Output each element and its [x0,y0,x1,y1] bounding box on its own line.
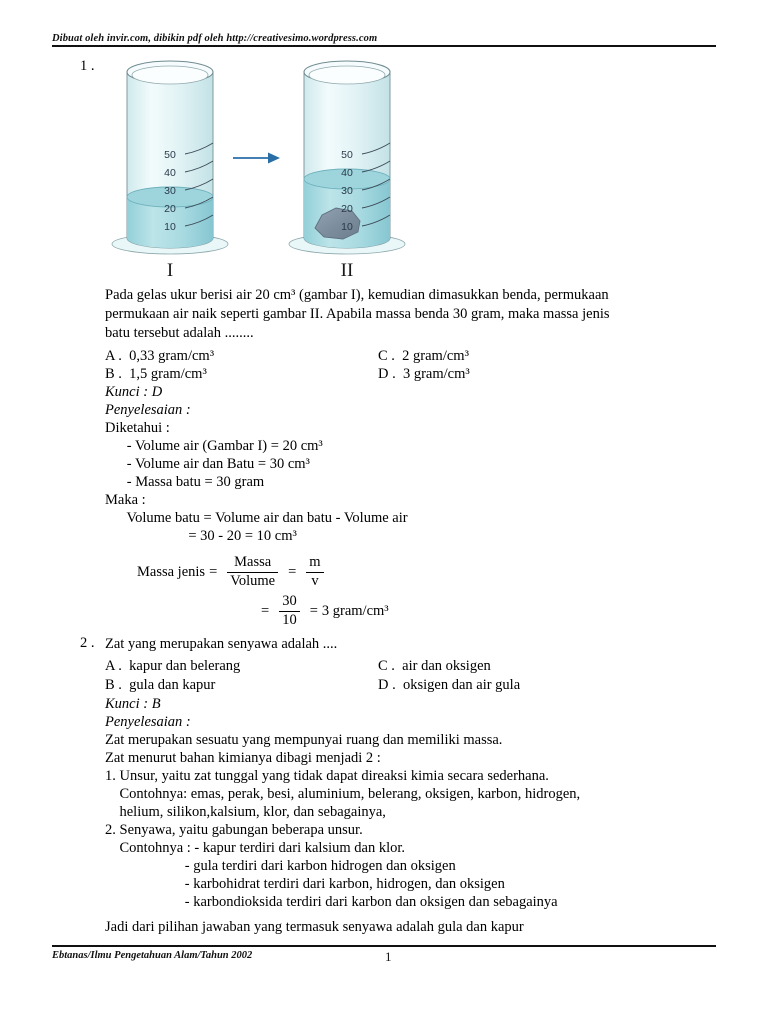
q2-solution-line-3: 1. Unsur, yaitu zat tunggal yang tidak dapat direaksi kimia secara sederhana. [105,768,549,784]
scale-label-50: 50 [164,149,176,161]
scale-label-10: 10 [164,221,176,233]
fraction-30-10 [279,594,300,627]
transition-arrow [233,153,280,164]
q2-solution-line-1: Zat merupakan sesuatu yang mempunyai ruang dan memiliki massa. [105,732,503,748]
q1-solution-line-1: Diketahui : [105,420,170,436]
fraction-numerator-30: 30 [282,593,297,610]
cylinders-svg [100,55,420,290]
q1-stem-line-1: Pada gelas ukur berisi air 20 cm³ (gambar I), kemudian dimasukkan benda, permukaan [105,287,609,303]
q1-solution-line-7: = 30 - 20 = 10 cm³ [105,528,297,544]
q2-solution-line-5: helium, silikon,kalsium, klor, dan sebagainya, [105,804,386,820]
q2-option-d[interactable]: D . oksigen dan air gula [378,677,521,693]
q1-option-b[interactable]: B . 1,5 gram/cm³ [105,366,207,382]
q2-solution-line-10: - karbondioksida terdiri dari karbon dan oksigen dan sebagainya [105,894,558,910]
page-footer [52,945,716,968]
q1-stem-line-3: batu tersebut adalah ........ [105,325,254,341]
header-divider [52,45,716,47]
formula-result: 3 gram/cm³ [321,602,389,619]
cylinder-two-rim-inner [309,66,385,84]
q2-solution-line-8: - gula terdiri dari karbon hidrogen dan oksigen [105,858,456,874]
q1-solution-heading: Penyelesaian : [105,402,191,418]
formula-row-1 [137,552,389,592]
figure-caption-one: I [166,260,174,281]
question-2-number: 2 . [80,635,95,651]
q2-solution-line-6: 2. Senyawa, yaitu gabungan beberapa unsur. [105,822,363,838]
fraction-denominator-v: v [311,572,319,589]
q1-solution-line-2: - Volume air (Gambar I) = 20 cm³ [105,438,323,454]
q2-solution-line-2: Zat menurut bahan kimianya dibagi menjadi 2 : [105,750,381,766]
formula-equals-4: = [309,602,318,619]
cylinder-one-rim-inner [132,66,208,84]
scale-label-10: 10 [341,221,353,233]
formula-row-2 [257,592,389,630]
header-credit-text: Dibuat oleh invir.com, dibikin pdf oleh http://creativesimo.wordpress.com [52,33,378,44]
scale-label-40: 40 [341,167,353,179]
footer-divider [52,945,716,947]
formula-equals-1: = [209,563,218,580]
q2-stem: Zat yang merupakan senyawa adalah .... [105,636,338,652]
q2-solution-line-9: - karbohidrat terdiri dari karbon, hidrogen, dan oksigen [105,876,505,892]
scale-label-50: 50 [341,149,353,161]
q2-option-b[interactable]: B . gula dan kapur [105,677,216,693]
figure-caption-two: II [340,260,354,281]
q2-solution-heading: Penyelesaian : [105,714,191,730]
q2-option-a[interactable]: A . kapur dan belerang [105,658,241,674]
fraction-denominator-10: 10 [282,611,297,628]
fraction-numerator-massa: Massa [234,554,272,571]
scale-label-20: 20 [341,203,353,215]
q1-solution-line-6: Volume batu = Volume air dan batu - Volume air [105,510,408,526]
q1-option-d[interactable]: D . 3 gram/cm³ [378,366,470,382]
fraction-m-v [306,555,323,588]
scale-label-30: 30 [341,185,353,197]
scale-label-20: 20 [164,203,176,215]
page-header [52,33,716,47]
cylinder-two [289,61,405,254]
formula-lead-label: Massa jenis [137,563,206,580]
page-number: 1 [385,949,392,964]
footer-source-text: Ebtanas/Ilmu Pengetahuan Alam/Tahun 2002 [52,950,253,961]
q1-solution-line-4: - Massa batu = 30 gram [105,474,265,490]
cylinder-one [112,61,228,254]
scale-label-30: 30 [164,185,176,197]
density-formula-block [137,552,389,630]
q2-option-c[interactable]: C . air dan oksigen [378,658,491,674]
fraction-numerator-m: m [309,554,321,571]
q1-stem-line-2: permukaan air naik seperti gambar II. Apabila massa benda 30 gram, maka massa jenis [105,306,610,322]
measuring-cylinder-figure [100,55,420,290]
fraction-massa-volume [227,555,278,588]
q1-option-c[interactable]: C . 2 gram/cm³ [378,348,469,364]
q2-solution-line-4: Contohnya: emas, perak, besi, aluminium, belerang, oksigen, karbon, hidrogen, [105,786,581,802]
q1-solution-line-3: - Volume air dan Batu = 30 cm³ [105,456,310,472]
question-1-number: 1 . [80,58,95,74]
q2-answer-key: Kunci : B [105,696,161,712]
q1-option-a[interactable]: A . 0,33 gram/cm³ [105,348,215,364]
q1-solution-line-5: Maka : [105,492,146,508]
q2-solution-line-7: Contohnya : - kapur terdiri dari kalsium dan klor. [105,840,406,856]
formula-equals-2: = [288,563,297,580]
scale-label-40: 40 [164,167,176,179]
formula-equals-3: = [261,602,270,619]
fraction-denominator-volume: Volume [230,572,276,589]
footer-row [52,950,716,968]
q2-conclusion: Jadi dari pilihan jawaban yang termasuk senyawa adalah gula dan kapur [105,919,524,935]
q1-answer-key: Kunci : D [105,384,163,400]
